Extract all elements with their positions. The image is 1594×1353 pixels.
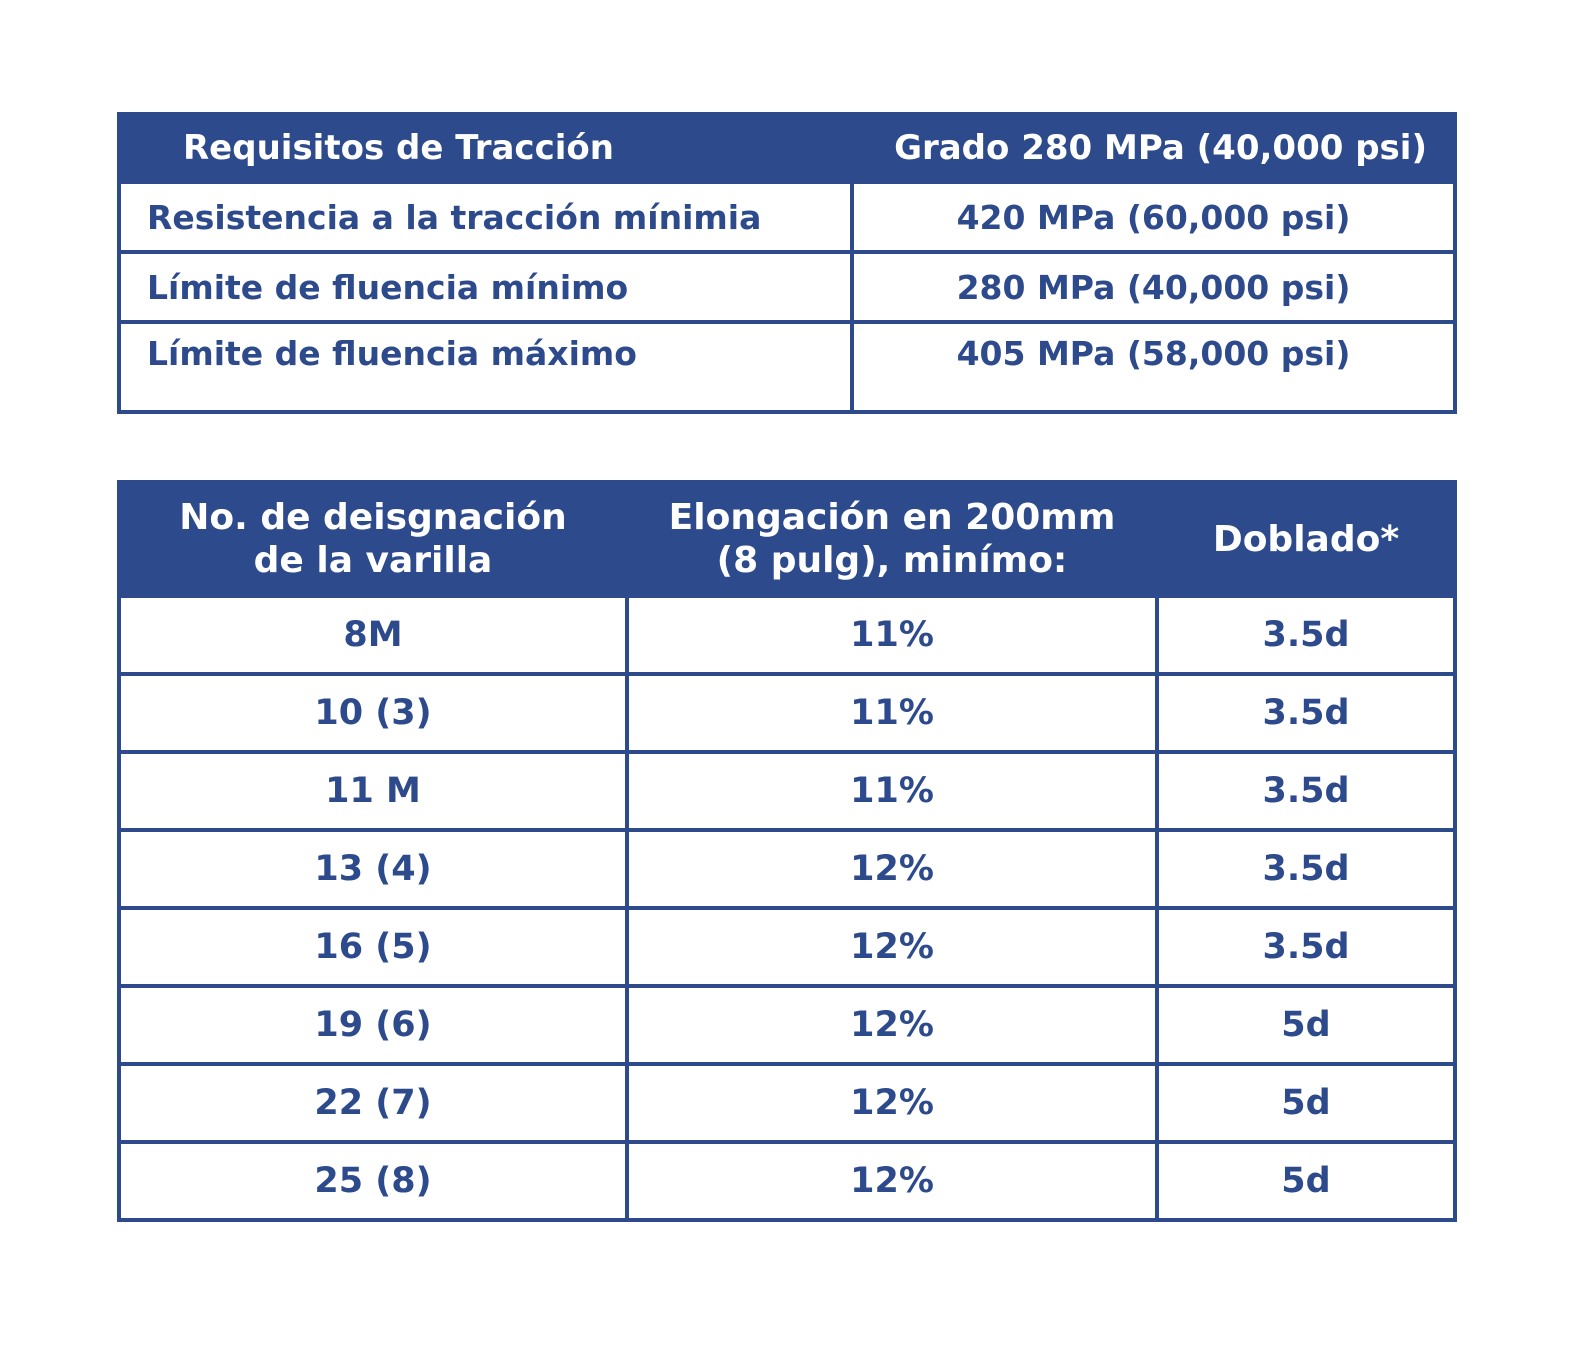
elongation-cell: 12% [627, 986, 1157, 1064]
header-designacion [119, 482, 627, 596]
elongation-cell: 11% [627, 674, 1157, 752]
table-header-row [119, 482, 1455, 596]
table-row [119, 322, 1455, 412]
table-row [119, 182, 1455, 252]
designation-cell: 10 (3) [119, 674, 627, 752]
elongation-cell: 11% [627, 596, 1157, 674]
bend-cell: 3.5d [1157, 752, 1455, 830]
bend-cell: 3.5d [1157, 674, 1455, 752]
header-doblado [1157, 482, 1455, 596]
bend-cell: 5d [1157, 1064, 1455, 1142]
designation-cell: 25 (8) [119, 1142, 627, 1220]
table-header-row [119, 114, 1455, 182]
designation-cell: 22 (7) [119, 1064, 627, 1142]
designation-cell: 19 (6) [119, 986, 627, 1064]
table-row [119, 252, 1455, 322]
row-value: 280 MPa (40,000 psi) [852, 252, 1455, 322]
elongation-cell: 12% [627, 1142, 1157, 1220]
elongation-cell: 11% [627, 752, 1157, 830]
bend-cell: 5d [1157, 986, 1455, 1064]
table-row [119, 986, 1455, 1064]
header-requisitos: Requisitos de Tracción [119, 114, 852, 182]
header-line: No. de deisgnación [179, 497, 567, 538]
bar-table-body [119, 596, 1455, 1220]
header-elongacion [627, 482, 1157, 596]
row-value: 420 MPa (60,000 psi) [852, 182, 1455, 252]
bar-designation-table [117, 480, 1457, 1222]
bend-cell: 3.5d [1157, 908, 1455, 986]
table-row [119, 908, 1455, 986]
designation-cell: 11 M [119, 752, 627, 830]
header-line: Doblado* [1212, 518, 1400, 560]
table-row [119, 752, 1455, 830]
designation-cell: 13 (4) [119, 830, 627, 908]
table-row [119, 830, 1455, 908]
bend-cell: 3.5d [1157, 830, 1455, 908]
table-row [119, 1064, 1455, 1142]
designation-cell: 8M [119, 596, 627, 674]
elongation-cell: 12% [627, 908, 1157, 986]
row-label: Límite de fluencia máximo [119, 322, 852, 412]
table-row [119, 596, 1455, 674]
table-row [119, 1142, 1455, 1220]
elongation-cell: 12% [627, 830, 1157, 908]
header-line: Elongación en 200mm [668, 497, 1116, 538]
header-grado: Grado 280 MPa (40,000 psi) [852, 114, 1455, 182]
elongation-cell: 12% [627, 1064, 1157, 1142]
header-line: de la varilla [253, 540, 493, 581]
bend-cell: 5d [1157, 1142, 1455, 1220]
row-value: 405 MPa (58,000 psi) [852, 322, 1455, 412]
row-label: Límite de fluencia mínimo [119, 252, 852, 322]
bend-cell: 3.5d [1157, 596, 1455, 674]
designation-cell: 16 (5) [119, 908, 627, 986]
header-line: (8 pulg), minímo: [716, 540, 1068, 581]
row-label: Resistencia a la tracción mínimia [119, 182, 852, 252]
tensile-requirements-table [117, 112, 1457, 414]
table-row [119, 674, 1455, 752]
